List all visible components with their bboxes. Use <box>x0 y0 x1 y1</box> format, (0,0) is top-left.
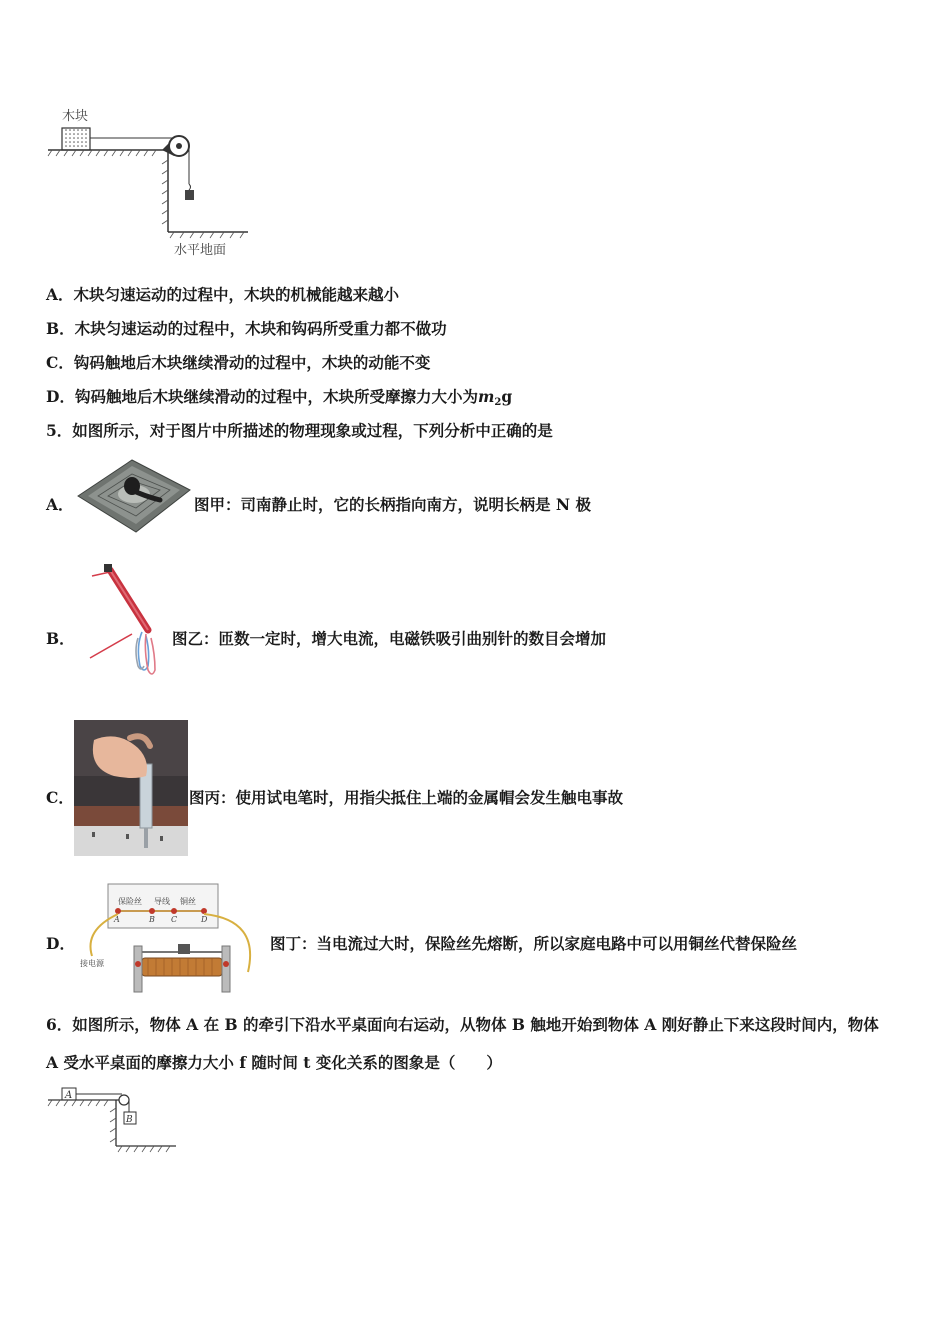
q5-stem: 5．如图所示，对于图片中所描述的物理现象或过程，下列分析中正确的是 <box>46 421 553 440</box>
q4-option-a: A．木块匀速运动的过程中，木块的机械能越来越小 <box>46 285 400 304</box>
fuse-label-source: 接电源 <box>80 959 104 968</box>
fuse-board-image <box>78 880 268 996</box>
q5-option-d-letter: D． <box>46 934 75 953</box>
fuse-label-copper: 铜丝 <box>180 897 196 906</box>
electromagnet-image <box>86 560 166 690</box>
q5-option-c-text: 图丙：使用试电笔时，用指尖抵住上端的金属帽会发生触电事故 <box>189 788 624 807</box>
figure-block-pulley <box>44 104 254 260</box>
fuse-point-d: D <box>201 915 208 924</box>
q4-option-d-text: D．钩码触地后木块继续滑动的过程中，木块所受摩擦力大小为 <box>46 387 478 406</box>
q5-option-b-letter: B． <box>46 629 75 648</box>
label-block: 木块 <box>62 109 89 124</box>
q6-label-a: A <box>65 1090 73 1101</box>
fuse-point-c: C <box>171 915 178 924</box>
fuse-point-a: A <box>114 915 120 924</box>
q4-option-d-sub: 2 <box>494 397 502 408</box>
q6-label-b: B <box>126 1115 133 1125</box>
fuse-label-fuse: 保险丝 <box>118 897 142 906</box>
q4-option-d <box>46 386 512 414</box>
fuse-label-wire: 导线 <box>154 897 170 906</box>
label-ground: 水平地面 <box>174 243 227 258</box>
q5-option-b-text: 图乙：匝数一定时，增大电流，电磁铁吸引曲别针的数目会增加 <box>172 629 607 648</box>
q6-figure <box>44 1084 184 1160</box>
q5-option-c-letter: C． <box>46 788 74 807</box>
q4-option-d-suffix: g <box>501 387 513 406</box>
compass-sinan-image <box>74 456 194 536</box>
q5-option-a-letter: A． <box>46 495 74 514</box>
q4-option-c: C．钩码触地后木块继续滑动的过程中，木块的动能不变 <box>46 353 431 372</box>
q5-option-a-text: 图甲：司南静止时，它的长柄指向南方，说明长柄是 N 极 <box>194 495 591 514</box>
q5-option-d-text: 图丁：当电流过大时，保险丝先熔断，所以家庭电路中可以用铜丝代替保险丝 <box>270 934 798 953</box>
q4-option-d-var: m <box>477 387 495 406</box>
q6-stem-line1: 6．如图所示，物体 A 在 B 的牵引下沿水平桌面向右运动，从物体 B 触地开始到物体 A 刚好静止下来这段时间内，物体 <box>46 1015 879 1034</box>
test-pencil-image <box>74 720 188 856</box>
fuse-point-b: B <box>149 915 155 924</box>
q4-option-b: B．木块匀速运动的过程中，木块和钩码所受重力都不做功 <box>46 319 447 338</box>
q6-stem-line2: A 受水平桌面的摩擦力大小 f 随时间 t 变化关系的图象是（ ） <box>46 1053 502 1072</box>
